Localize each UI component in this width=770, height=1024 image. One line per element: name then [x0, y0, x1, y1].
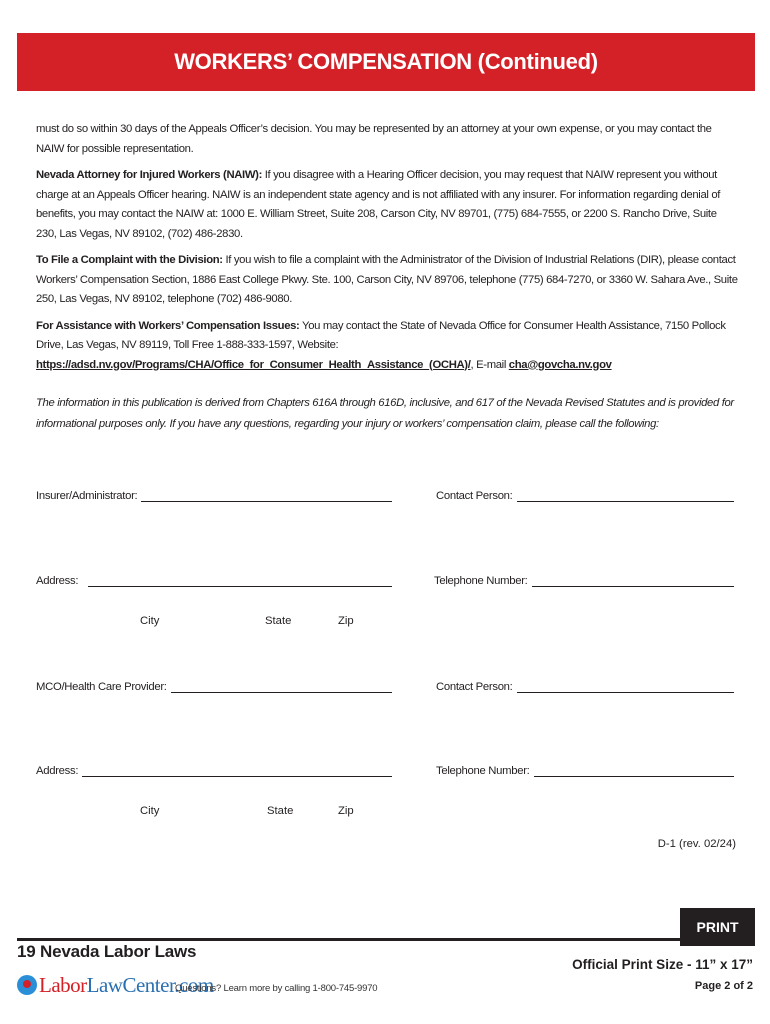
section-banner: WORKERS’ COMPENSATION (Continued)	[17, 33, 755, 91]
footer-divider	[17, 938, 755, 941]
state-label-2: State	[267, 805, 294, 817]
telephone-input-line-1[interactable]	[532, 573, 735, 587]
address-label-2: Address:	[36, 765, 79, 777]
page-title: 19 Nevada Labor Laws	[17, 942, 197, 961]
assistance-email-prefix: , E-mail	[470, 358, 509, 371]
city-label-2: City	[140, 805, 160, 817]
telephone-label-2: Telephone Number:	[436, 765, 530, 777]
contact-person-input-line-1[interactable]	[517, 488, 734, 502]
address-field-1[interactable]	[36, 573, 392, 587]
contact-person-label-2: Contact Person:	[436, 681, 513, 693]
address-label-1: Address:	[36, 575, 79, 587]
complaint-heading: To File a Complaint with the Division:	[36, 254, 223, 266]
insurer-field[interactable]	[36, 488, 392, 502]
telephone-label-1: Telephone Number:	[434, 575, 528, 587]
paragraph-naiw	[36, 166, 738, 244]
ocha-email-link[interactable]: cha@govcha.nv.gov	[508, 358, 612, 371]
complaint-text: If you wish to file a complaint with the Administrator of the Division of Industrial Relations (DIR), please contact Workers’ Compensation Section, 1886 East College Pkwy. Ste. 100, Carson City, NV 89706, telephone (775) 684-7270, or 3360 W. Sahara Ave., Suite 250, Las Vegas, NV 89102, telephone (702) 486-9080.	[36, 254, 738, 305]
contact-phone-note: Questions? Learn more by calling 1-800-745-9970	[175, 983, 378, 994]
insurer-input-line[interactable]	[141, 488, 392, 502]
naiw-text: If you disagree with a Hearing Officer decision, you may request that NAIW represent you without charge at an Appeals Officer hearing. NAIW is an independent state agency and is not affiliated with any insurer. For information regarding denial of benefits, you may contact the NAIW at: 1000 E. William Street, Suite 208, Carson City, NV 89701, (775) 684-7555, or 2200 S. Rancho Drive, Suite 230, Las Vegas, NV 89102, (702) 486-2830.	[36, 169, 721, 240]
address-input-line-1[interactable]	[88, 573, 392, 587]
telephone-input-line-2[interactable]	[534, 763, 735, 777]
contact-person-field-2[interactable]	[436, 679, 734, 693]
address-field-2[interactable]	[36, 763, 392, 777]
logo-wordmark-lawcenter: LawCenter.com	[86, 972, 214, 997]
logo-mark-icon	[17, 975, 37, 995]
print-button[interactable]: PRINT	[680, 908, 755, 946]
official-print-size: Official Print Size - 11” x 17”	[572, 957, 753, 972]
insurer-label: Insurer/Administrator:	[36, 490, 138, 502]
telephone-field-2[interactable]	[436, 763, 734, 777]
body-text	[36, 120, 738, 382]
paragraph-complaint	[36, 251, 738, 310]
state-label-1: State	[265, 615, 292, 627]
assistance-text: You may contact the State of Nevada Office for Consumer Health Assistance, 7150 Pollock Drive, Las Vegas, NV 89119, Toll Free 1-888-333-1597, Website:	[36, 319, 726, 351]
mco-field[interactable]	[36, 679, 392, 693]
page-number: Page 2 of 2	[694, 980, 753, 992]
disclaimer-note: The information in this publication is derived from Chapters 616A through 616D, inclusive, and 617 of the Nevada Revised Statutes and is provided for informational purposes only. If you have any questions, regarding your injury or workers’ compensation claim, please call the following:	[36, 397, 734, 430]
zip-label-1: Zip	[338, 615, 354, 627]
address-input-line-2[interactable]	[82, 763, 392, 777]
ocha-website-link[interactable]: https://adsd.nv.gov/Programs/CHA/Office_for_Consumer_Health_Assistance_(OCHA)/	[36, 358, 471, 371]
contact-person-field-1[interactable]	[436, 488, 734, 502]
paragraph-assistance	[36, 317, 738, 376]
mco-input-line[interactable]	[171, 679, 392, 693]
assistance-heading: For Assistance with Workers’ Compensation Issues:	[36, 319, 300, 332]
city-label-1: City	[140, 615, 160, 627]
mco-label: MCO/Health Care Provider:	[36, 681, 167, 693]
revision-label: D-1 (rev. 02/24)	[657, 838, 736, 850]
naiw-heading: Nevada Attorney for Injured Workers (NAIW):	[36, 169, 262, 181]
paragraph-appeals: must do so within 30 days of the Appeals Officer’s decision. You may be represented by an attorney at your own expense, or you may contact the NAIW for possible representation.	[36, 123, 712, 155]
contact-person-input-line-2[interactable]	[517, 679, 734, 693]
telephone-field-1[interactable]	[434, 573, 734, 587]
zip-label-2: Zip	[338, 805, 354, 817]
contact-person-label-1: Contact Person:	[436, 490, 513, 502]
logo-wordmark-labor: Labor	[39, 972, 87, 997]
